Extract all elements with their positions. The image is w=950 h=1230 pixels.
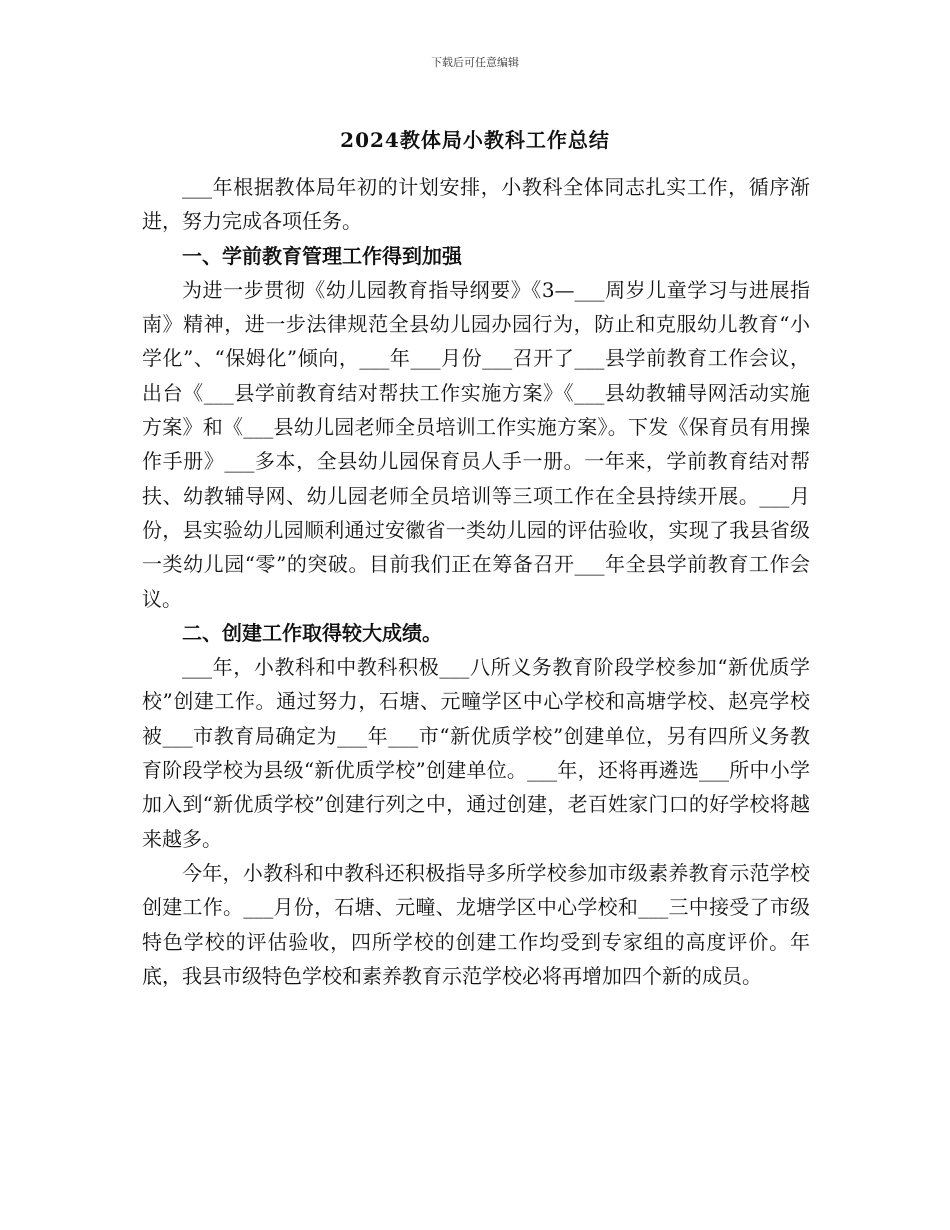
section-2-paragraph-2: 今年，小教科和中教科还积极指导多所学校参加市级素养教育示范学校创建工作。___月份，石塘、元疃、龙塘学区中心学校和___三中接受了市级特色学校的评估验收，四所学校的创建工作均受到专家组的高度评价。年底，我县市级特色学校和素养教育示范学校必将再增加四个新的成员。 (142, 860, 810, 988)
section-1-paragraph: 为进一步贯彻《幼儿园教育指导纲要》《3—___周岁儿童学习与进展指南》精神，进一步法律规范全县幼儿园办园行为，防止和克服幼儿教育“小学化”、“保姆化”倾向，___年___月份___召开了___县学前教育工作会议，出台《___县学前教育结对帮扶工作实施方案》《___县幼教辅导网活动实施方案》和《___县幼儿园老师全员培训工作实施方案》。下发《保育员有用操作手册》___多本，全县幼儿园保育员人手一册。一年来，学前教育结对帮扶、幼教辅导网、幼儿园老师全员培训等三项工作在全县持续开展。___月份，县实验幼儿园顺利通过安徽省一类幼儿园的评估验收，实现了我县省级一类幼儿园“零”的突破。目前我们正在筹备召开___年全县学前教育工作会议。 (142, 277, 810, 611)
intro-paragraph: ___年根据教体局年初的计划安排，小教科全体同志扎实工作，循序渐进，努力完成各项任务。 (142, 175, 810, 234)
section-2-paragraph-1: ___年，小教科和中教科积极___八所义务教育阶段学校参加“新优质学校”创建工作。通过努力，石塘、元疃学区中心学校和高塘学校、赵亮学校被___市教育局确定为___年___市“新优质学校”创建单位，另有四所义务教育阶段学校为县级“新优质学校”创建单位。___年，还将再遴选___所中小学加入到“新优质学校”创建行列之中，通过创建，老百姓家门口的好学校将越来越多。 (142, 655, 810, 851)
document-title: 2024教体局小教科工作总结 (340, 128, 610, 152)
header-note: 下载后可任意编辑 (431, 56, 519, 69)
document-body (142, 170, 810, 993)
section-heading-1: 一、学前教育管理工作得到加强 (182, 243, 462, 268)
section-heading-2: 二、创建工作取得较大成绩。 (182, 620, 442, 645)
